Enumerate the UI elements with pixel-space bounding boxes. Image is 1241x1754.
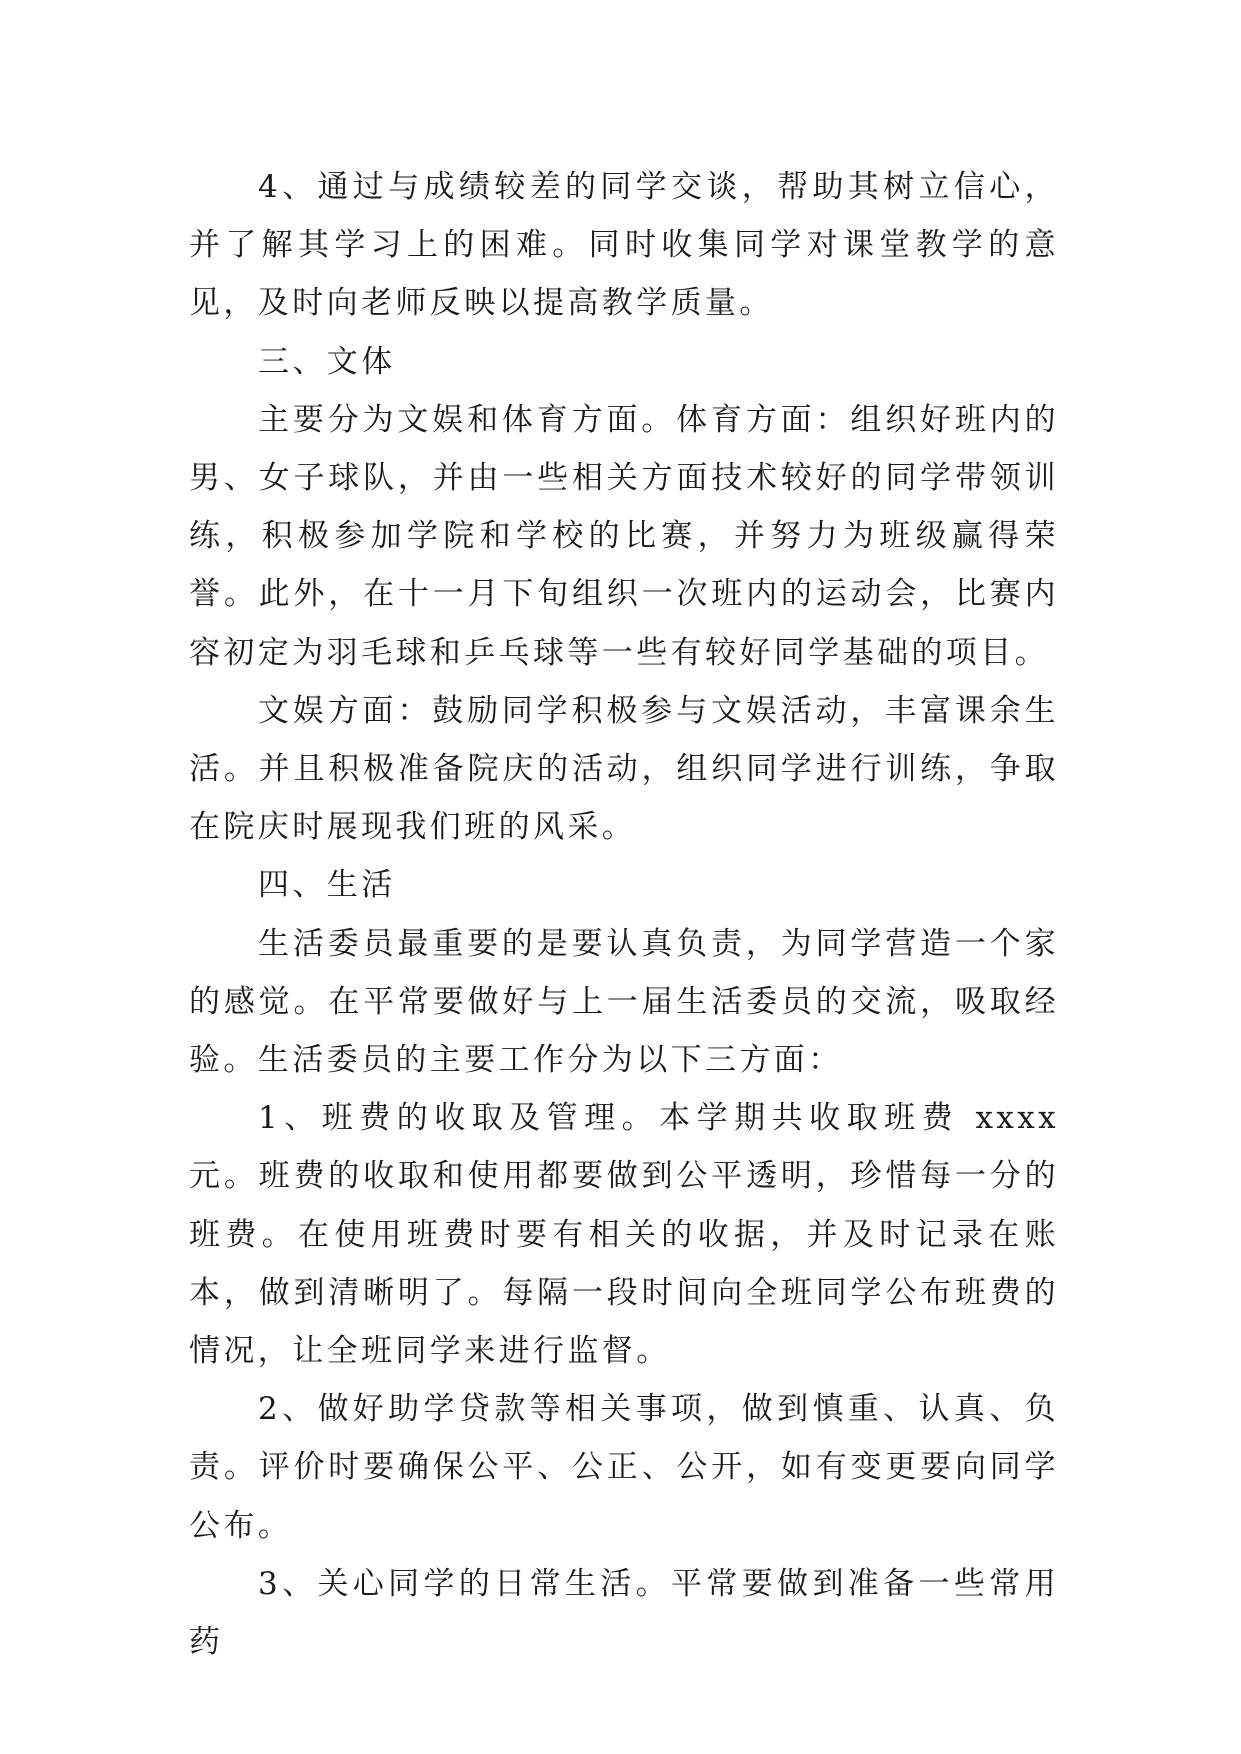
paragraph-entertainment: 文娱方面：鼓励同学积极参与文娱活动，丰富课余生活。并且积极准备院庆的活动，组织同学进行训练，争取在院庆时展现我们班的风采。 bbox=[189, 692, 1059, 846]
paragraph-life-item-3: 3、关心同学的日常生活。平常要做到准备一些常用药 bbox=[189, 1565, 1059, 1661]
paragraph-life-item-2: 2、做好助学贷款等相关事项，做到慎重、认真、负责。评价时要确保公平、公正、公开，如有变更要向同学公布。 bbox=[189, 1391, 1059, 1544]
paragraph-life-item-1: 1、班费的收取及管理。本学期共收取班费 xxxx 元。班费的收取和使用都要做到公平透明，珍惜每一分的班费。在使用班费时要有相关的收据，并及时记录在账本，做到清晰明了。每隔一段时间向全班同学公布班费的情况，让全班同学来进行监督。 bbox=[189, 1100, 1059, 1370]
paragraph-life-intro: 生活委员最重要的是要认真负责，为同学营造一个家的感觉。在平常要做好与上一届生活委员的交流，吸取经验。生活委员的主要工作分为以下三方面： bbox=[189, 925, 1059, 1079]
document-body bbox=[189, 158, 1059, 1671]
paragraph-study-item-4: 4、通过与成绩较差的同学交谈，帮助其树立信心，并了解其学习上的困难。同时收集同学对课堂教学的意见，及时向老师反映以提高教学质量。 bbox=[189, 169, 1059, 322]
paragraph-sports: 主要分为文娱和体育方面。体育方面：组织好班内的男、女子球队，并由一些相关方面技术较好的同学带领训练，积极参加学院和学校的比赛，并努力为班级赢得荣誉。此外，在十一月下旬组织一次班内的运动会，比赛内容初定为羽毛球和乒乓球等一些有较好同学基础的项目。 bbox=[189, 401, 1059, 671]
section-heading-life: 四、生活 bbox=[258, 867, 396, 904]
section-heading-sports-arts: 三、文体 bbox=[258, 343, 396, 380]
